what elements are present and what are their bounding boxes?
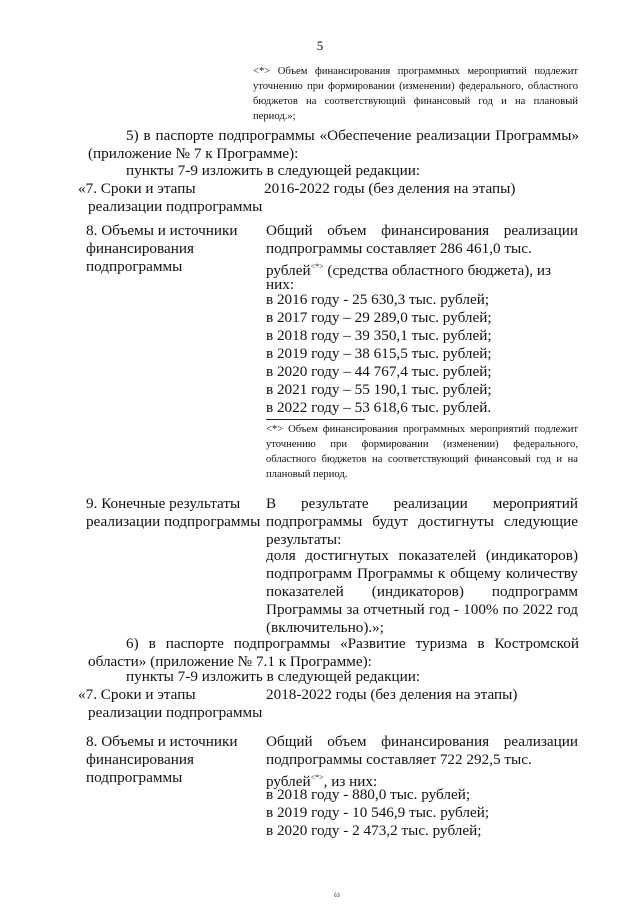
page-number: 5 — [316, 38, 324, 53]
s6-item8-label-2: финансирования — [86, 751, 194, 768]
section-5-points: пункты 7-9 изложить в следующей редакции: — [126, 162, 421, 179]
s5-item8-label: 8. Объемы и источники — [86, 222, 238, 239]
footer-mark: ω — [334, 889, 340, 899]
s5-year-line: в 2021 году – 55 190,1 тыс. рублей; — [266, 381, 492, 398]
s6-year-line: в 2020 году - 2 473,2 тыс. рублей; — [266, 822, 482, 839]
s6-item8-text: Общий объем финансирования реализации подпрограммы составляет 722 292,5 тыс. — [266, 733, 578, 768]
section-6-points: пункты 7-9 изложить в следующей редакции: — [126, 668, 421, 685]
s5-item8-text: Общий объем финансирования реализации подпрограммы составляет 286 461,0 тыс. — [266, 222, 578, 257]
s5-item9-text-2: доля достигнутых показателей (индикаторов) подпрограмм Программы к общему количеству показателей (индикаторов) подпрограмм Программы за отчетный год - 100% по 2022 год (включительно).»; — [266, 547, 578, 636]
s5-item9-label-2: реализации подпрограммы — [86, 513, 261, 530]
s6-item7-label: «7. Сроки и этапы — [78, 686, 196, 703]
footnote-separator — [266, 419, 365, 420]
s5-item9-text: В результате реализации мероприятий подпрограммы будут достигнуты следующие результаты: — [266, 495, 578, 548]
s6-year-line: в 2018 году - 880,0 тыс. рублей; — [266, 786, 471, 803]
s5-item8-label-2: финансирования — [86, 240, 194, 257]
s5-year-line: в 2019 году – 38 615,5 тыс. рублей; — [266, 345, 492, 362]
s5-item8-label-3: подпрограммы — [86, 258, 183, 275]
s5-year-line: в 2017 году – 29 289,0 тыс. рублей; — [266, 309, 492, 326]
s5-item9-label: 9. Конечные результаты — [86, 495, 241, 512]
s6-footnote-mark: <*> — [310, 773, 324, 782]
s5-item7-label-2: реализации подпрограммы — [88, 198, 263, 215]
s5-footnote-mark: <*> — [310, 262, 324, 271]
section-5-intro: 5) в паспорте подпрограммы «Обеспечение реализации Программы» (приложение № 7 к Программе): — [88, 127, 579, 162]
s6-item7-label-2: реализации подпрограммы — [88, 704, 263, 721]
s5-item8-text-2: рублей<*> (средства областного бюджета), из — [266, 262, 551, 280]
s6-item8-label: 8. Объемы и источники — [86, 733, 238, 750]
s5-year-line: в 2018 году – 39 350,1 тыс. рублей; — [266, 327, 492, 344]
s5-item8-text-3: них: — [266, 276, 295, 293]
s6-year-line: в 2019 году - 10 546,9 тыс. рублей; — [266, 804, 490, 821]
s5-year-line: в 2016 году - 25 630,3 тыс. рублей; — [266, 291, 490, 308]
section-6-intro: 6) в паспорте подпрограммы «Развитие туризма в Костромской области» (приложение № 7.1 к Программе): — [88, 635, 579, 670]
s5-year-line: в 2022 году – 53 618,6 тыс. рублей. — [266, 399, 492, 416]
s5-footnote: <*> Объем финансирования программных мероприятий подлежит уточнению при формировании (изменении) федерального, областного бюджетов на соответствующий финансовый год и на плановый период. — [266, 424, 578, 480]
s6-item8-text-2: рублей<*>, из них: — [266, 773, 378, 791]
s5-item7-label: «7. Сроки и этапы — [78, 180, 196, 197]
s5-item7-value: 2016-2022 годы (без деления на этапы) — [264, 180, 516, 197]
s5-year-line: в 2020 году – 44 767,4 тыс. рублей; — [266, 363, 492, 380]
s6-item7-value: 2018-2022 годы (без деления на этапы) — [266, 686, 518, 703]
footnote-top: <*> Объем финансирования программных мероприятий подлежит уточнению при формировании (изменении) федерального, областного бюджетов на соответствующий финансовый год и на плановый период.»; — [253, 66, 578, 122]
s6-item8-label-3: подпрограммы — [86, 769, 183, 786]
